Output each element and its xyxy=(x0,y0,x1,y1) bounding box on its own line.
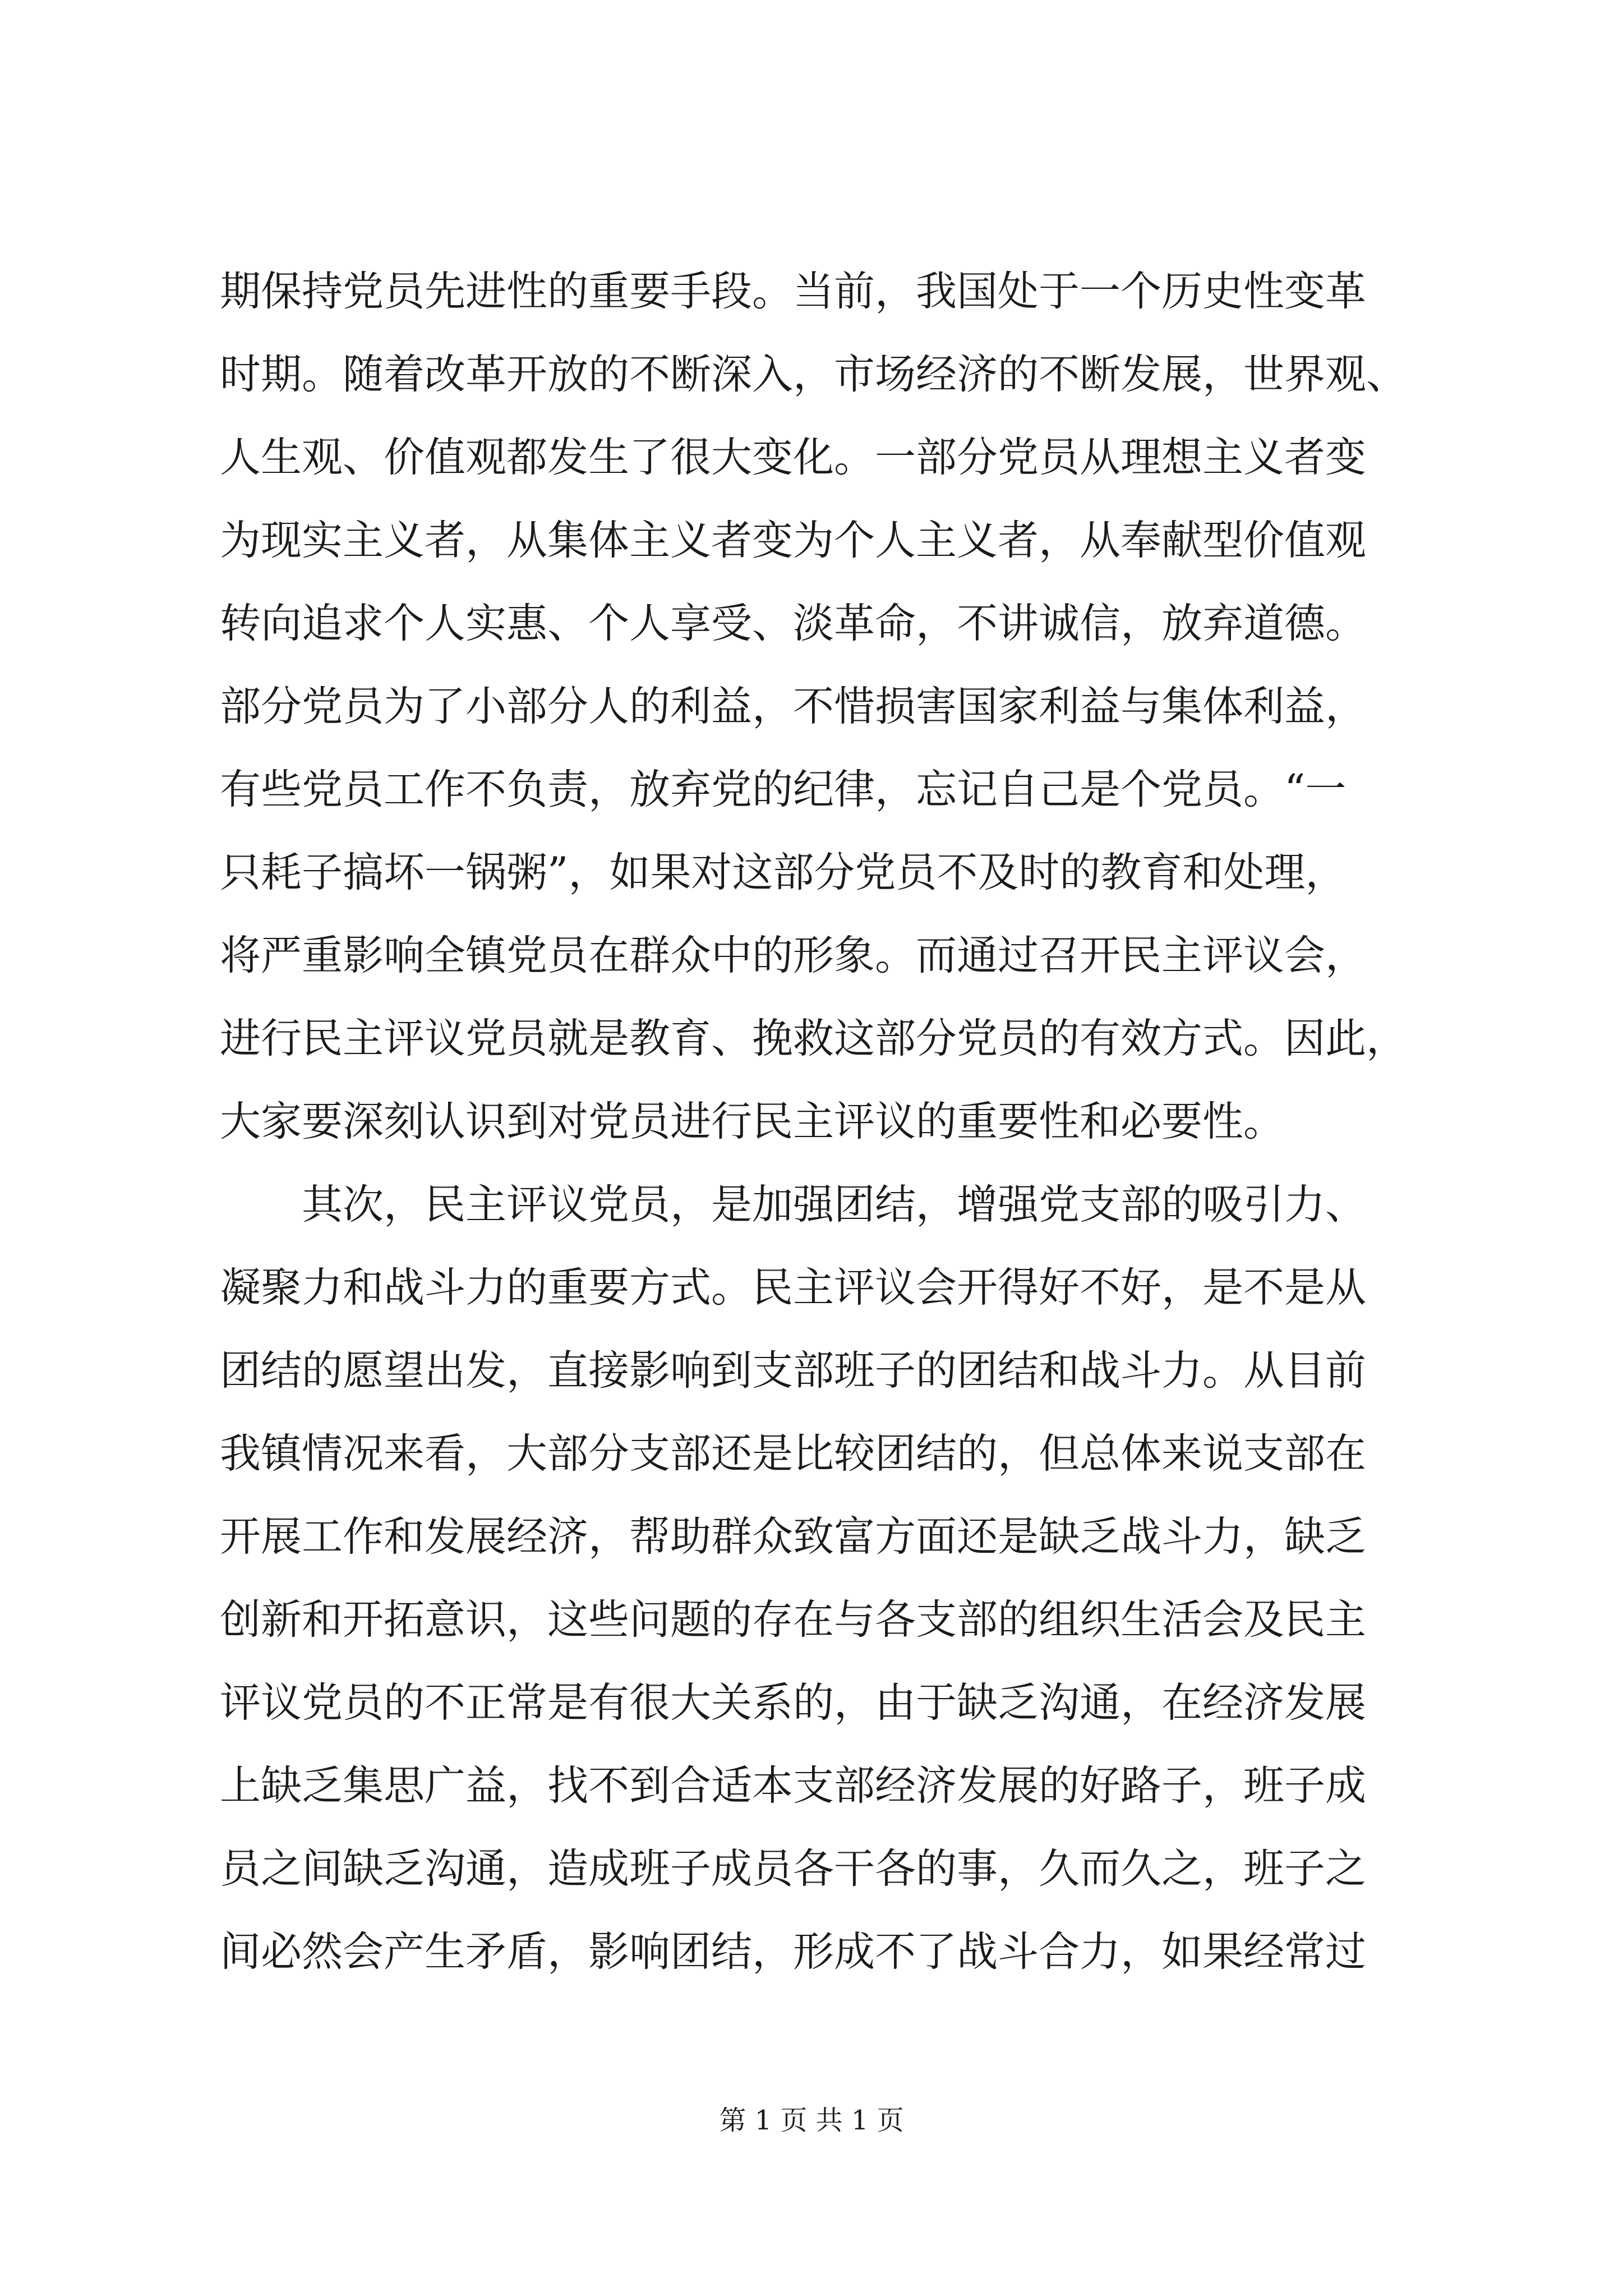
text-line: 创新和开拓意识，这些问题的存在与各支部的组织生活会及民主 xyxy=(220,1596,1366,1644)
text-line: 间必然会产生矛盾，影响团结，形成不了战斗合力，如果经常过 xyxy=(220,1928,1366,1976)
text-line: 时期。随着改革开放的不断深入，市场经济的不断发展，世界观、 xyxy=(220,351,1407,398)
text-line: 上缺乏集思广益，找不到合适本支部经济发展的好路子，班子成 xyxy=(220,1762,1366,1810)
text-line: 人生观、价值观都发生了很大变化。一部分党员从理想主义者变 xyxy=(220,434,1366,481)
text-line: 评议党员的不正常是有很大关系的，由于缺乏沟通，在经济发展 xyxy=(220,1679,1366,1727)
text-line: 部分党员为了小部分人的利益，不惜损害国家利益与集体利益， xyxy=(220,683,1366,730)
text-line: 只耗子搞坏一锅粥”，如果对这部分党员不及时的教育和处理， xyxy=(220,849,1347,896)
text-line: 有些党员工作不负责，放弃党的纪律，忘记自己是个党员。“一 xyxy=(220,766,1347,813)
text-line: 为现实主义者，从集体主义者变为个人主义者，从奉献型价值观 xyxy=(220,517,1366,564)
text-line: 转向追求个人实惠、个人享受、淡革命，不讲诚信，放弃道德。 xyxy=(220,600,1366,647)
page-footer: 第 1 页 共 1 页 xyxy=(719,2105,904,2136)
text-line: 团结的愿望出发，直接影响到支部班子的团结和战斗力。从目前 xyxy=(220,1347,1366,1395)
text-line: 我镇情况来看，大部分支部还是比较团结的，但总体来说支部在 xyxy=(220,1430,1366,1478)
text-line: 员之间缺乏沟通，造成班子成员各干各的事，久而久之，班子之 xyxy=(220,1845,1366,1893)
text-line: 期保持党员先进性的重要手段。当前，我国处于一个历史性变革 xyxy=(220,268,1366,315)
text-line: 开展工作和发展经济，帮助群众致富方面还是缺乏战斗力，缺乏 xyxy=(220,1513,1366,1561)
text-line: 进行民主评议党员就是教育、挽救这部分党员的有效方式。因此， xyxy=(220,1015,1407,1062)
text-line: 其次，民主评议党员，是加强团结，增强党支部的吸引力、 xyxy=(220,1181,1366,1228)
text-line: 大家要深刻认识到对党员进行民主评议的重要性和必要性。 xyxy=(220,1098,1284,1145)
text-line: 将严重影响全镇党员在群众中的形象。而通过召开民主评议会， xyxy=(220,932,1366,979)
text-line: 凝聚力和战斗力的重要方式。民主评议会开得好不好，是不是从 xyxy=(220,1264,1366,1312)
